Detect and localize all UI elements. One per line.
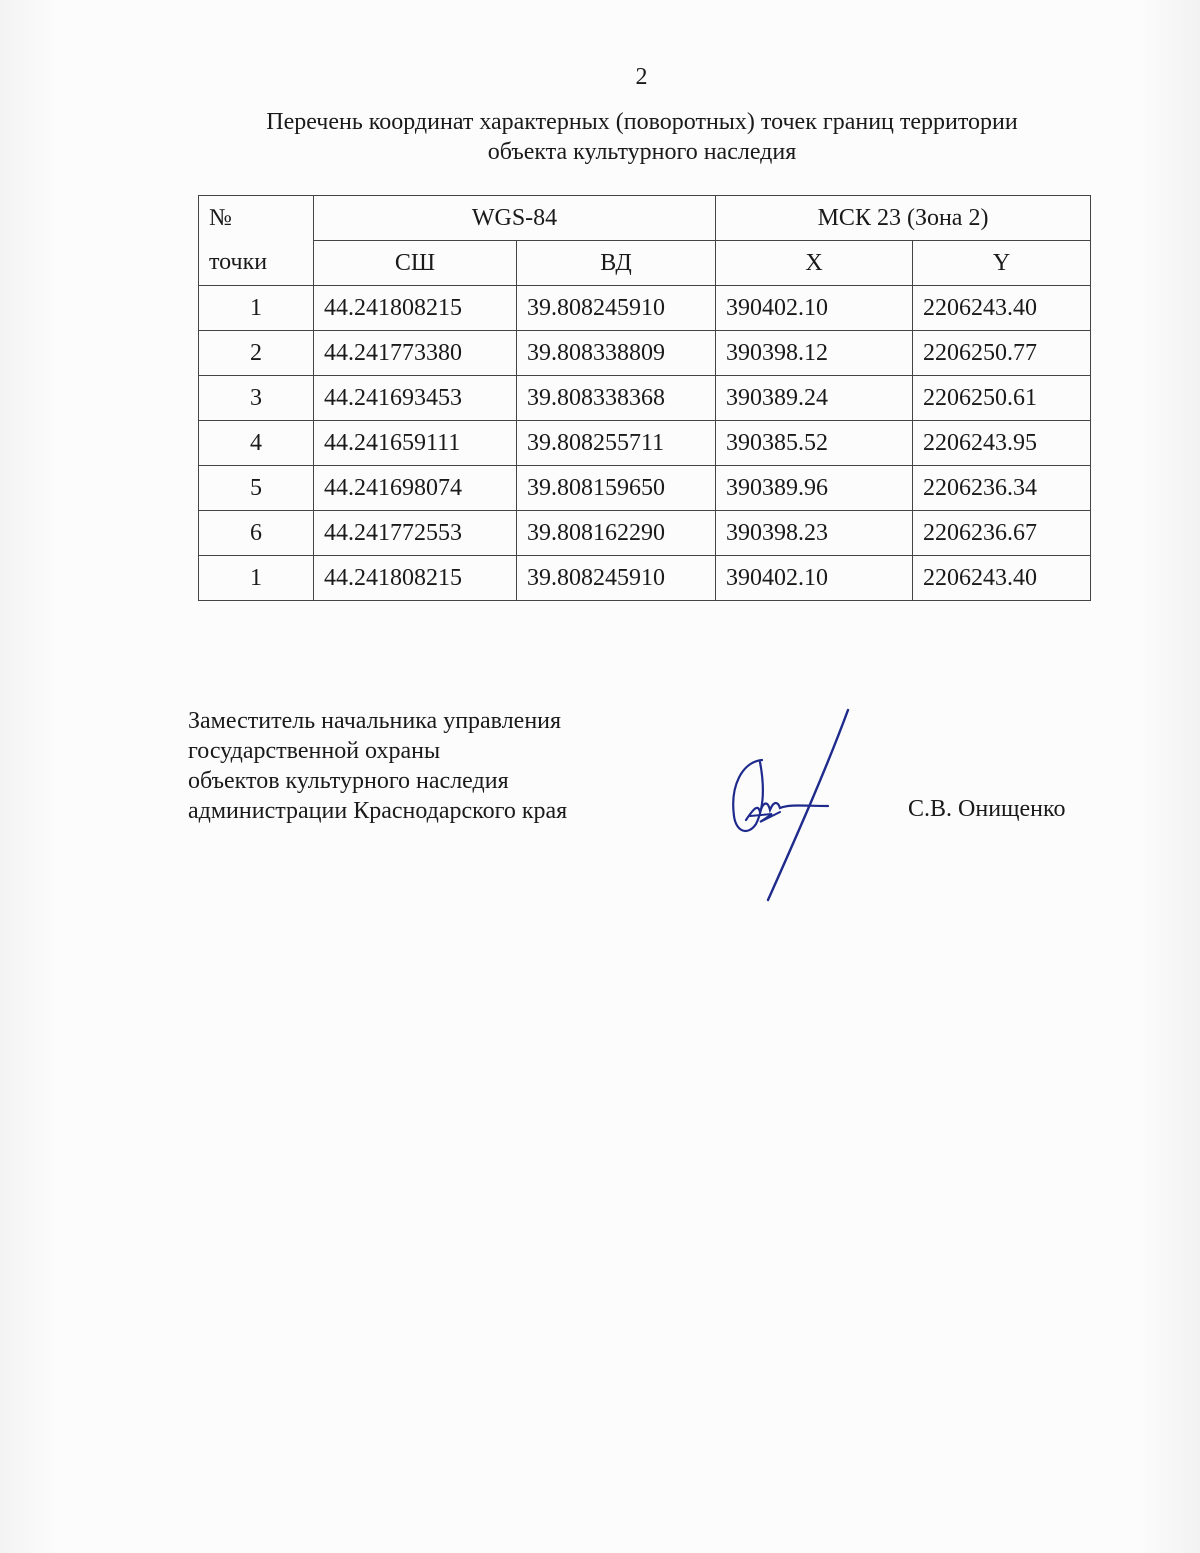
- x-cell: 390402.10: [716, 286, 913, 331]
- table-header-row-2: [199, 241, 1091, 286]
- y-cell: 2206236.34: [913, 466, 1091, 511]
- table-body: [199, 286, 1091, 601]
- header-point-number-symbol: №: [209, 204, 232, 231]
- point-number-cell: 2: [199, 331, 314, 376]
- header-point-number: [199, 196, 314, 241]
- document-heading: [200, 107, 1084, 167]
- table-row: [199, 556, 1091, 601]
- handwritten-signature-icon: [720, 704, 860, 904]
- header-wgs84: WGS-84: [314, 196, 716, 241]
- header-point-label: точки: [199, 241, 314, 286]
- latitude-cell: 44.241659111: [314, 421, 517, 466]
- point-number-cell: 5: [199, 466, 314, 511]
- longitude-cell: 39.808162290: [517, 511, 716, 556]
- latitude-cell: 44.241773380: [314, 331, 517, 376]
- table-row: [199, 331, 1091, 376]
- x-cell: 390389.24: [716, 376, 913, 421]
- signatory-name: С.В. Онищенко: [908, 796, 1066, 822]
- page-number: 2: [635, 64, 648, 90]
- x-cell: 390385.52: [716, 421, 913, 466]
- heading-line-2: объекта культурного наследия: [487, 139, 797, 165]
- header-msk23: МСК 23 (Зона 2): [716, 196, 1091, 241]
- table-row: [199, 286, 1091, 331]
- x-cell: 390402.10: [716, 556, 913, 601]
- point-number-cell: 1: [199, 286, 314, 331]
- table-row: [199, 421, 1091, 466]
- signatory-position-line: государственной охраны: [188, 738, 441, 764]
- x-cell: 390398.23: [716, 511, 913, 556]
- signatory-position-line: объектов культурного наследия: [188, 768, 509, 794]
- x-cell: 390398.12: [716, 331, 913, 376]
- signatory-position-line: Заместитель начальника управления: [188, 708, 562, 734]
- y-cell: 2206236.67: [913, 511, 1091, 556]
- header-latitude: СШ: [314, 241, 517, 286]
- x-cell: 390389.96: [716, 466, 913, 511]
- point-number-cell: 6: [199, 511, 314, 556]
- table-row: [199, 376, 1091, 421]
- latitude-cell: 44.241693453: [314, 376, 517, 421]
- table-row: [199, 511, 1091, 556]
- latitude-cell: 44.241772553: [314, 511, 517, 556]
- latitude-cell: 44.241698074: [314, 466, 517, 511]
- signatory-position: [188, 706, 567, 826]
- header-y: Y: [913, 241, 1091, 286]
- longitude-cell: 39.808255711: [517, 421, 716, 466]
- longitude-cell: 39.808245910: [517, 556, 716, 601]
- table-header-row-1: [199, 196, 1091, 241]
- y-cell: 2206243.95: [913, 421, 1091, 466]
- latitude-cell: 44.241808215: [314, 556, 517, 601]
- longitude-cell: 39.808159650: [517, 466, 716, 511]
- point-number-cell: 4: [199, 421, 314, 466]
- coordinates-table: [198, 195, 1091, 601]
- point-number-cell: 1: [199, 556, 314, 601]
- heading-line-1: Перечень координат характерных (поворотных) точек границ территории: [266, 109, 1018, 135]
- longitude-cell: 39.808338368: [517, 376, 716, 421]
- signatory-position-line: администрации Краснодарского края: [188, 798, 568, 824]
- y-cell: 2206243.40: [913, 556, 1091, 601]
- table-row: [199, 466, 1091, 511]
- latitude-cell: 44.241808215: [314, 286, 517, 331]
- longitude-cell: 39.808338809: [517, 331, 716, 376]
- point-number-cell: 3: [199, 376, 314, 421]
- y-cell: 2206250.77: [913, 331, 1091, 376]
- header-x: X: [716, 241, 913, 286]
- y-cell: 2206243.40: [913, 286, 1091, 331]
- longitude-cell: 39.808245910: [517, 286, 716, 331]
- y-cell: 2206250.61: [913, 376, 1091, 421]
- header-longitude: ВД: [517, 241, 716, 286]
